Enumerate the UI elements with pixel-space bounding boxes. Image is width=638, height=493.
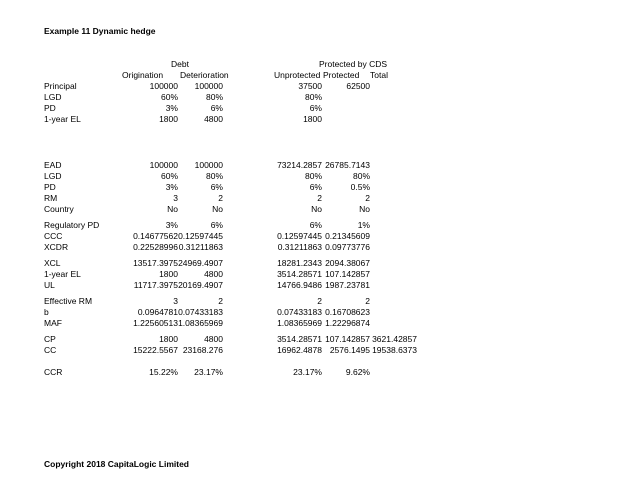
- table-cell-c3: 1800: [303, 114, 322, 124]
- row-label: Effective RM: [44, 296, 93, 306]
- table-cell-c1: 11717.3975: [133, 280, 178, 290]
- table-cell-c3: 16962.4878: [277, 345, 322, 355]
- table-cell-c1: 15222.5567: [133, 345, 178, 355]
- row-label: CP: [44, 334, 56, 344]
- table-cell-c2: 0.31211863: [178, 242, 223, 252]
- table-cell-c5: 3621.42857: [372, 334, 417, 344]
- table-cell-c1: 3: [173, 193, 178, 203]
- table-cell-c3: 80%: [304, 92, 322, 102]
- row-label: XCL: [44, 258, 61, 268]
- table-cell-c2: 80%: [205, 92, 223, 102]
- table-cell-c2: 4800: [204, 114, 223, 124]
- header-total: Total: [370, 70, 388, 80]
- row-label: LGD: [44, 92, 62, 102]
- table-cell-c4: 2576.1495: [329, 345, 370, 355]
- table-cell-c1: 1800: [159, 334, 178, 344]
- table-cell-c1: 0.0964781: [137, 307, 178, 317]
- table-cell-c3: 0.31211863: [277, 242, 322, 252]
- table-cell-c3: 18281.2343: [277, 258, 322, 268]
- table-cell-c4: 2: [365, 193, 370, 203]
- table-cell-c3: 14766.9486: [277, 280, 322, 290]
- table-cell-c4: 80%: [352, 171, 370, 181]
- table-cell-c1: 13517.3975: [133, 258, 178, 268]
- table-cell-c2: 6%: [210, 220, 223, 230]
- table-cell-c4: 62500: [346, 81, 370, 91]
- table-cell-c2: 2: [218, 296, 223, 306]
- table-cell-c1: 1800: [159, 114, 178, 124]
- header-debt: Debt: [171, 59, 189, 69]
- table-cell-c4: 9.62%: [345, 367, 370, 377]
- table-cell-c3: 37500: [298, 81, 322, 91]
- table-cell-c4: 107.142857: [325, 334, 370, 344]
- table-cell-c1: 60%: [160, 92, 178, 102]
- table-cell-c2: 6%: [210, 103, 223, 113]
- row-label: PD: [44, 182, 56, 192]
- table-cell-c1: 60%: [160, 171, 178, 181]
- table-cell-c4: 0.21345609: [325, 231, 370, 241]
- table-cell-c1: 1.22560513: [133, 318, 178, 328]
- copyright-footer: Copyright 2018 CapitaLogic Limited: [44, 459, 189, 469]
- row-label: Country: [44, 204, 74, 214]
- table-cell-c3: 2: [317, 193, 322, 203]
- table-cell-c3: 2: [317, 296, 322, 306]
- row-label: LGD: [44, 171, 62, 181]
- header-protected-by-cds: Protected by CDS: [318, 59, 388, 69]
- table-cell-c2: 0.07433183: [178, 307, 223, 317]
- table-cell-c1: 3%: [165, 103, 178, 113]
- table-cell-c1: 0.14677562: [133, 231, 178, 241]
- table-cell-c2: 23168.276: [182, 345, 223, 355]
- table-cell-c4: 26785.7143: [325, 160, 370, 170]
- row-label: CCC: [44, 231, 63, 241]
- row-label: Regulatory PD: [44, 220, 100, 230]
- table-cell-c2: 4800: [204, 269, 223, 279]
- table-cell-c1: 100000: [149, 81, 178, 91]
- table-cell-c4: 0.16708623: [325, 307, 370, 317]
- table-cell-c3: 3514.28571: [277, 269, 322, 279]
- table-cell-c2: 1.08365969: [178, 318, 223, 328]
- table-cell-c2: 24969.4907: [178, 258, 223, 268]
- row-label: 1-year EL: [44, 114, 81, 124]
- table-cell-c3: 3514.28571: [277, 334, 322, 344]
- table-cell-c1: 3: [173, 296, 178, 306]
- row-label: 1-year EL: [44, 269, 81, 279]
- table-cell-c2: 0.12597445: [178, 231, 223, 241]
- row-label: PD: [44, 103, 56, 113]
- table-cell-c2: 100000: [194, 160, 223, 170]
- table-cell-c4: 1987.23781: [325, 280, 370, 290]
- table-cell-c4: 2094.38067: [325, 258, 370, 268]
- table-cell-c3: No: [311, 204, 322, 214]
- table-cell-c4: 0.09773776: [325, 242, 370, 252]
- table-cell-c3: 23.17%: [293, 367, 322, 377]
- table-cell-c3: 80%: [304, 171, 322, 181]
- table-cell-c1: 3%: [165, 220, 178, 230]
- header-protected: Protected: [323, 70, 360, 80]
- row-label: UL: [44, 280, 55, 290]
- page-title: Example 11 Dynamic hedge: [44, 26, 156, 36]
- row-label: XCDR: [44, 242, 69, 252]
- table-cell-c2: 23.17%: [194, 367, 223, 377]
- table-cell-c1: 15.22%: [149, 367, 178, 377]
- row-label: RM: [44, 193, 58, 203]
- table-cell-c3: 0.07433183: [277, 307, 322, 317]
- table-cell-c4: 2: [365, 296, 370, 306]
- table-cell-c3: 6%: [309, 182, 322, 192]
- table-cell-c3: 6%: [309, 220, 322, 230]
- table-cell-c3: 6%: [309, 103, 322, 113]
- table-cell-c1: 0.22528996: [133, 242, 178, 252]
- table-cell-c5: 19538.6373: [372, 345, 417, 355]
- table-cell-c1: 3%: [165, 182, 178, 192]
- table-cell-c2: 100000: [194, 81, 223, 91]
- table-cell-c3: 0.12597445: [277, 231, 322, 241]
- table-cell-c4: No: [359, 204, 370, 214]
- table-cell-c4: 1%: [357, 220, 370, 230]
- table-cell-c1: 1800: [159, 269, 178, 279]
- header-deterioration: Deterioration: [180, 70, 229, 80]
- table-cell-c4: 0.5%: [350, 182, 370, 192]
- table-cell-c2: No: [212, 204, 223, 214]
- row-label: CCR: [44, 367, 63, 377]
- table-cell-c2: 2: [218, 193, 223, 203]
- row-label: EAD: [44, 160, 62, 170]
- table-cell-c2: 20169.4907: [178, 280, 223, 290]
- table-cell-c2: 6%: [210, 182, 223, 192]
- row-label: b: [44, 307, 49, 317]
- row-label: CC: [44, 345, 57, 355]
- row-label: MAF: [44, 318, 62, 328]
- table-cell-c3: 1.08365969: [277, 318, 322, 328]
- table-cell-c4: 107.142857: [325, 269, 370, 279]
- header-unprotected: Unprotected: [274, 70, 321, 80]
- table-cell-c2: 4800: [204, 334, 223, 344]
- table-cell-c2: 80%: [205, 171, 223, 181]
- table-cell-c3: 73214.2857: [277, 160, 322, 170]
- table-cell-c1: No: [167, 204, 178, 214]
- table-cell-c1: 100000: [149, 160, 178, 170]
- header-origination: Origination: [122, 70, 164, 80]
- row-label: Principal: [44, 81, 77, 91]
- table-cell-c4: 1.22296874: [325, 318, 370, 328]
